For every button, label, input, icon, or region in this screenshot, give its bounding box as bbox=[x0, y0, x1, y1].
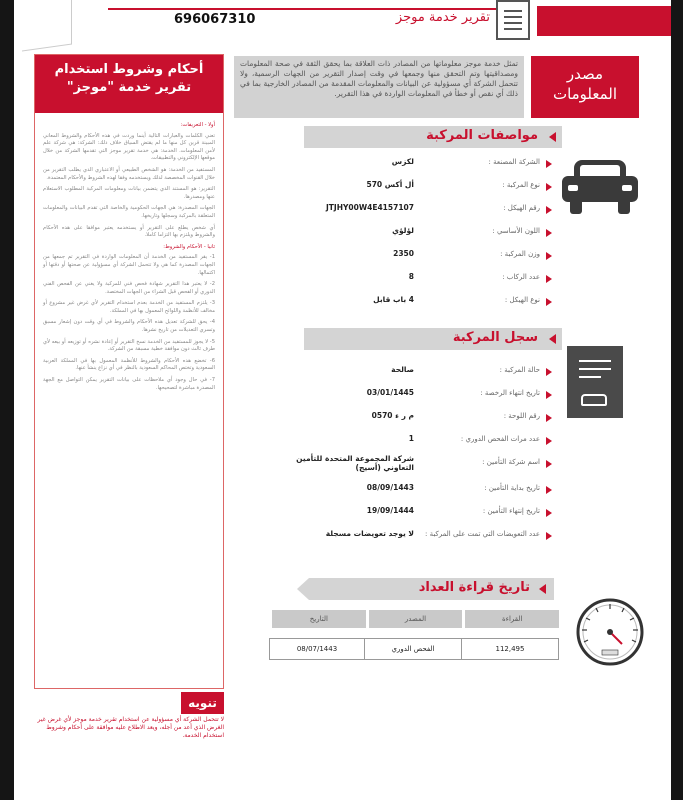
spec-label: الشركة المصنعة : bbox=[488, 158, 540, 166]
spec-value: أل أكس 570 bbox=[366, 180, 414, 189]
record-value: لا يوجد تعويضات مسجلة bbox=[325, 529, 414, 538]
record-label: تاريخ بداية التأمين : bbox=[484, 484, 540, 492]
spec-value: 4 باب قابل bbox=[373, 295, 414, 304]
record-row bbox=[314, 480, 554, 503]
record-label: رقم اللوحة : bbox=[503, 412, 540, 420]
record-label: تاريخ انتهاء الرخصة : bbox=[480, 389, 540, 397]
section-marker-icon bbox=[549, 334, 556, 344]
terms-paragraph: المستفيد من الخدمة: هو الشخص الطبيعي أو الاعتباري الذي يطلب التقرير من خلال القنوات المخصصة لذلك ويستخدمه وفقا لهذه الشروط والأحكام المعتمدة. bbox=[43, 166, 215, 181]
record-row bbox=[314, 408, 554, 431]
specs-title: مواصفات المركبة bbox=[426, 128, 538, 143]
spec-value: 8 bbox=[408, 272, 414, 281]
bullet-icon bbox=[546, 183, 552, 191]
record-list bbox=[296, 362, 554, 549]
bullet-icon bbox=[546, 206, 552, 214]
column-reading: القراءة bbox=[465, 610, 559, 628]
source-text: تمثل خدمة موجز معلوماتها من المصادر ذات العلاقة بما يحقق الثقة في صحة المعلومات ومصداقيتها وتم التحقق منها وجمعها في وقت إصدار التقرير من الجهات الرسمية، ولا تتحمل الشركة أي مسؤولية عن البيانات والمعلومات المقدمة من المصادر الخارجية بما في ذلك أي نقص أو خطأ في المعلومات الواردة في هذا التقرير. bbox=[234, 56, 524, 118]
spec-label: اللون الأساسي : bbox=[492, 227, 540, 235]
record-value: 03/01/1445 bbox=[366, 388, 414, 397]
record-label: حالة المركبة : bbox=[499, 366, 540, 374]
report-title: تقرير خدمة موجز bbox=[395, 10, 490, 25]
spec-value: لؤلؤي bbox=[392, 226, 414, 235]
record-value: 1 bbox=[408, 434, 414, 443]
bullet-icon bbox=[546, 391, 552, 399]
odometer-table-header bbox=[269, 610, 559, 628]
source-title-line1: مصدر bbox=[566, 65, 604, 83]
record-label: عدد مرات الفحص الدوري : bbox=[460, 435, 540, 443]
record-label: اسم شركة التأمين : bbox=[482, 458, 540, 466]
record-title: سجل المركبة bbox=[452, 330, 538, 345]
notice-text: لا تتحمل الشركة أي مسؤولية عن استخدام تقرير خدمة موجز لأي غرض غير الغرض الذي أعد من أجله، ويعد الاطلاع عليه موافقة على أحكام وشروط استخدام الخدمة. bbox=[37, 716, 224, 739]
terms-paragraph: 1- يقر المستفيد من الخدمة أن المعلومات الواردة في التقرير تم جمعها من الجهات المصدرة كما هي ولا تتحمل الشركة أي مسؤولية عن صحتها أو دقتها أو اكتمالها. bbox=[43, 254, 215, 276]
spec-label: نوع الهيكل : bbox=[504, 296, 540, 304]
record-row bbox=[314, 431, 554, 454]
bullet-icon bbox=[546, 160, 552, 168]
screen-frame-left bbox=[0, 0, 14, 800]
bullet-icon bbox=[546, 509, 552, 517]
section-marker-icon bbox=[549, 132, 556, 142]
terms-paragraph: التقرير: هو المستند الذي يتضمن بيانات ومعلومات المركبة المطلوب الاستعلام عنها ومصدرها. bbox=[43, 186, 215, 200]
spec-label: رقم الهيكل : bbox=[503, 204, 540, 212]
bullet-icon bbox=[546, 298, 552, 306]
terms-body bbox=[35, 113, 223, 688]
spec-row bbox=[314, 177, 554, 200]
source-title-line2: المعلومات bbox=[552, 85, 618, 103]
terms-section-definitions: أولا - التعريفات: bbox=[180, 122, 215, 128]
spec-row bbox=[314, 200, 554, 223]
bullet-icon bbox=[546, 414, 552, 422]
record-label: تاريخ إنتهاء التأمين : bbox=[482, 507, 540, 515]
terms-paragraph: 3- يلتزم المستفيد من الخدمة بعدم استخدام التقرير لأي غرض غير مشروع أو مخالف للأنظمة واللوائح المعمول بها في المملكة. bbox=[43, 300, 215, 314]
bullet-icon bbox=[546, 486, 552, 494]
bullet-icon bbox=[546, 437, 552, 445]
terms-title: أحكام وشروط استخدام تقرير خدمة "موجز" bbox=[35, 55, 223, 113]
record-row bbox=[314, 385, 554, 408]
terms-paragraph: 6- تخضع هذه الأحكام والشروط للأنظمة المعمول بها في المملكة العربية السعودية وتختص المحاكم السعودية بالنظر في أي نزاع ينشأ عنها. bbox=[43, 357, 215, 372]
terms-paragraph: 5- لا يجوز للمستفيد من الخدمة نسخ التقرير أو إعادة نشره أو توزيعه أو بيعه لأي طرف ثالث دون موافقة خطية مسبقة من الشركة. bbox=[43, 338, 215, 353]
section-marker-icon bbox=[539, 584, 546, 594]
odometer-title: تاريخ قراءة العداد bbox=[418, 580, 530, 595]
car-icon bbox=[562, 158, 638, 218]
terms-paragraph: أي شخص يطلع على التقرير أو يستخدمه يعتبر موافقا على هذه الأحكام والشروط ويلتزم بها التزاما كاملا. bbox=[43, 224, 215, 239]
record-value: 19/09/1444 bbox=[366, 506, 414, 515]
record-section-header bbox=[304, 328, 562, 350]
report-page bbox=[14, 0, 671, 800]
record-value: صالحة bbox=[391, 365, 414, 374]
bullet-icon bbox=[546, 275, 552, 283]
odometer-table bbox=[269, 610, 559, 660]
header-arrow bbox=[297, 578, 309, 600]
record-label: عدد التعويضات التي تمت على المركبة : bbox=[424, 530, 540, 538]
spec-row bbox=[314, 223, 554, 246]
record-row bbox=[314, 362, 554, 385]
bullet-icon bbox=[546, 252, 552, 260]
record-document-icon bbox=[567, 346, 623, 418]
bullet-icon bbox=[546, 368, 552, 376]
record-row bbox=[296, 454, 554, 480]
terms-paragraph: 4- يحق للشركة تعديل هذه الأحكام والشروط في أي وقت دون إشعار مسبق وتسري التعديلات من تاريخ نشرها. bbox=[43, 319, 215, 334]
cell-date: 08/07/1443 bbox=[296, 645, 338, 653]
spec-value: 2350 bbox=[393, 249, 414, 258]
header-accent-bar bbox=[537, 6, 671, 36]
speedometer-icon bbox=[570, 596, 650, 666]
spec-value: لكزس bbox=[391, 157, 414, 166]
bullet-icon bbox=[546, 229, 552, 237]
spec-label: وزن المركبة : bbox=[500, 250, 540, 258]
terms-paragraph: 2- لا يعتبر هذا التقرير شهادة فحص فني للمركبة ولا يغني عن الفحص الفني الدوري أو الفحص قبل الشراء من الجهات المختصة. bbox=[43, 281, 215, 295]
specs-section-header bbox=[304, 126, 562, 148]
spec-label: نوع المركبة : bbox=[502, 181, 540, 189]
record-value: شركة المجموعة المتحدة للتأمين التعاوني (أسيج) bbox=[296, 454, 414, 472]
record-value: 08/09/1443 bbox=[366, 483, 414, 492]
spec-row bbox=[314, 154, 554, 177]
spec-row bbox=[314, 292, 554, 315]
terms-paragraph: تعني الكلمات والعبارات التالية أينما وردت في هذه الأحكام والشروط المعاني المبينة قرين كل منها ما لم يقتض السياق خلاف ذلك: الشركة: هي شركة علم لأمن المعلومات. الخدمة: هي خدمة تقرير موجز التي تقدمها الشركة من خلال موقعها الإلكتروني والتطبيقات. bbox=[43, 132, 215, 162]
cell-reading: 112,495 bbox=[461, 639, 558, 659]
table-row bbox=[269, 638, 559, 660]
spec-label: عدد الركاب : bbox=[502, 273, 540, 281]
terms-panel bbox=[34, 54, 224, 689]
column-source: المصدر bbox=[369, 610, 463, 628]
record-row bbox=[314, 503, 554, 526]
screen-frame-right bbox=[671, 0, 683, 800]
bullet-icon bbox=[546, 460, 552, 468]
spec-row bbox=[314, 269, 554, 292]
report-number: 696067310 bbox=[174, 12, 256, 27]
terms-section-conditions: ثانيا - الأحكام والشروط: bbox=[163, 243, 215, 250]
cell-source: الفحص الدوري bbox=[364, 639, 461, 659]
spec-value: JTJHY00W4E4157107 bbox=[326, 203, 414, 212]
terms-paragraph: 7- في حال وجود أي ملاحظات على بيانات التقرير يمكن التواصل مع الجهة المصدرة مباشرة لتصحيحها. bbox=[43, 377, 215, 391]
specs-list bbox=[314, 154, 554, 315]
notice-title: تنويه bbox=[181, 692, 224, 714]
header-corner-graphic bbox=[22, 0, 72, 52]
record-value: م ر ء 0570 bbox=[371, 411, 414, 420]
record-row bbox=[314, 526, 554, 549]
source-title bbox=[531, 56, 639, 118]
document-icon bbox=[496, 0, 530, 40]
spec-row bbox=[314, 246, 554, 269]
terms-paragraph: الجهات المصدرة: هي الجهات الحكومية والخاصة التي تقدم البيانات والمعلومات المتعلقة بالمركبة وسجلها وتاريخها. bbox=[43, 205, 215, 219]
odometer-section-header bbox=[309, 578, 554, 600]
bullet-icon bbox=[546, 532, 552, 540]
column-date: التاريخ bbox=[272, 610, 366, 628]
